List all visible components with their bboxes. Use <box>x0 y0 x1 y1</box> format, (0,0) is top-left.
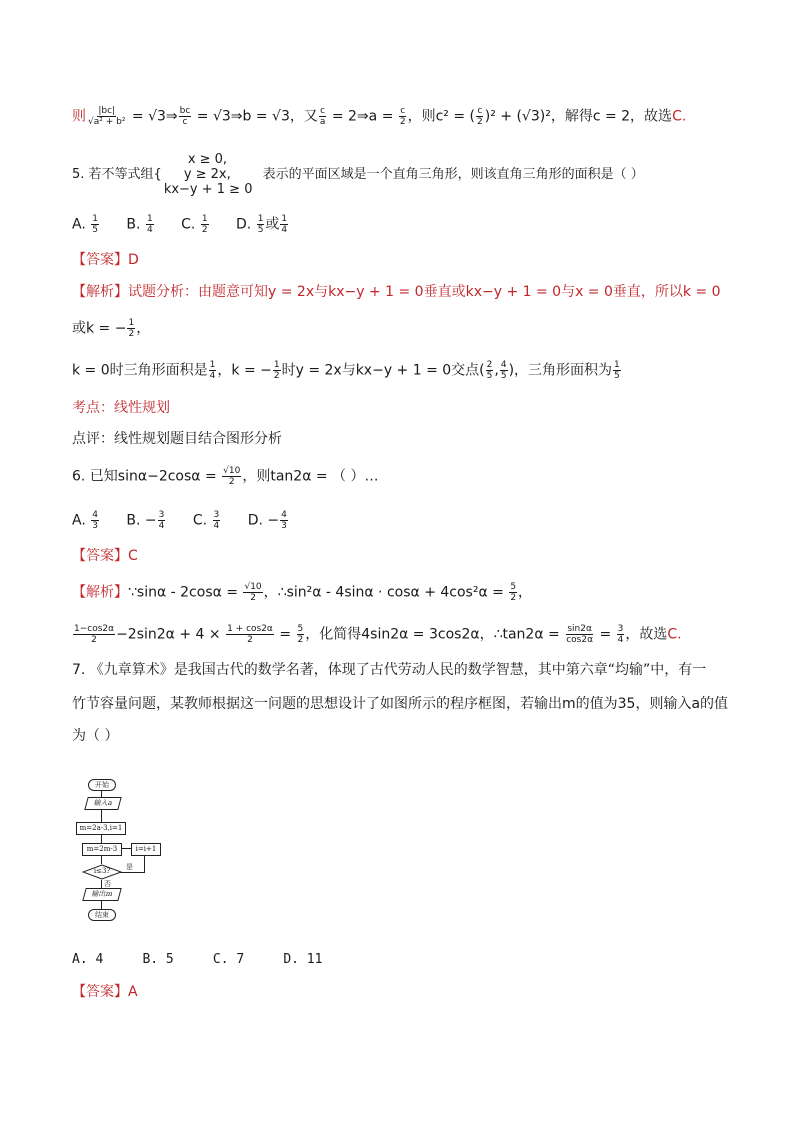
flow-output: 输出m <box>82 888 121 901</box>
analysis-6-line-2: $\frac{1-\cos 2\alpha}{2}$ −2sin2α + 4 × $\frac{1 + \cos 2\alpha}{2}$ = $\frac{5}{2}$ ，化简得4sin2α = 3cos2α，∴tan2α = $\frac{\sin 2\alpha}{\cos 2\alpha}$ = $\frac{3}{4}$ ，故选C. <box>74 624 682 645</box>
text: 则 <box>72 108 86 125</box>
flow-no: 否 <box>104 880 111 888</box>
dianping-5: 点评：线性规划题目结合图形分析 <box>72 431 282 447</box>
question-6: 6. 已知sinα−2cosα = $\frac{√10}{2}$ ，则tan2α = （ ）… <box>72 466 379 487</box>
answer-6: 【答案】C <box>72 548 138 564</box>
analysis-6-line-1: 【解析】∵sinα - 2cosα = $\frac{√10}{2}$ ，∴sin²α - 4sinα · cosα + 4cos²α = $\frac{5}{2}$ ， <box>72 582 533 603</box>
flow-assign: m=2m-3 <box>82 843 122 856</box>
flow-condition: i≤3? <box>93 867 111 875</box>
answer-choice: C. <box>672 108 687 125</box>
kaodian-5: 考点：线性规划 <box>72 400 170 416</box>
inequality-system: x ≥ 0, y ≥ 2x, kx−y + 1 ≥ 0 <box>163 152 253 197</box>
question-7-options: A. 4 B. 5 C. 7 D. 11 <box>72 952 323 967</box>
question-7-line-3: 为（ ） <box>72 728 119 744</box>
question-5: 5. 若不等式组{ x ≥ 0, y ≥ 2x, kx−y + 1 ≥ 0 表示的平面区域是一个直角三角形，则该直角三角形的面积是（ ） <box>72 152 644 197</box>
analysis-5-line-3: k = 0时三角形面积是 $\frac{1}{4}$ ，k = − $\frac{1}{2}$ 时y = 2x与kx−y + 1 = 0交点( $\frac{2}{5}$ , $\frac{4}{5}$ )，三角形面积为 $\frac{1}{5}$ <box>72 360 620 381</box>
flow-init: m=2a-3,i=1 <box>76 822 126 835</box>
answer-5: 【答案】D <box>72 252 139 268</box>
question-7-line-1: 7. 《九章算术》是我国古代的数学名著，体现了古代劳动人民的数学智慧，其中第六章“均输”中，有一 <box>72 662 707 678</box>
question-6-options: A. $\frac{4}{3}$ B. − $\frac{3}{4}$ C. $\frac{3}{4}$ D. − $\frac{4}{3}$ <box>72 510 287 531</box>
flow-end: 结束 <box>88 909 116 921</box>
flow-start: 开始 <box>88 779 116 791</box>
flow-yes: 是 <box>126 863 133 871</box>
question-7-line-2: 竹节容量问题，某教师根据这一问题的思想设计了如图所示的程序框图，若输出m的值为35，则输入a的值 <box>72 696 729 712</box>
flow-increment: i=i+1 <box>131 843 161 856</box>
analysis-5-line-2: 或k = − $\frac{1}{2}$ ， <box>72 318 151 339</box>
answer-7: 【答案】A <box>72 984 138 1000</box>
fraction: $\frac{|bc|}{\text{√a² + b²}}$ <box>88 106 126 127</box>
analysis-5-line-1: 【解析】试题分析：由题意可知y = 2x与kx−y + 1 = 0垂直或kx−y + 1 = 0与x = 0垂直，所以k = 0 <box>72 284 721 300</box>
question-5-options: A. $\frac{1}{5}$ B. $\frac{1}{4}$ C. $\frac{1}{2}$ D. $\frac{1}{5}$ 或 $\frac{1}{4}$ <box>72 214 288 235</box>
solution-line-1: 则 $\frac{|bc|}{\text{√a² + b²}}$ = √3⇒ $\frac{bc}{c}$ = √3⇒b = √3，又 $\frac{c}{a}$ = 2⇒a = $\frac{c}{2}$ ，则c² = ( $\frac{c}{2}$ )² + (√3)²，解得c = 2，故选C. <box>72 106 687 127</box>
flow-input: 输入a <box>84 797 121 810</box>
